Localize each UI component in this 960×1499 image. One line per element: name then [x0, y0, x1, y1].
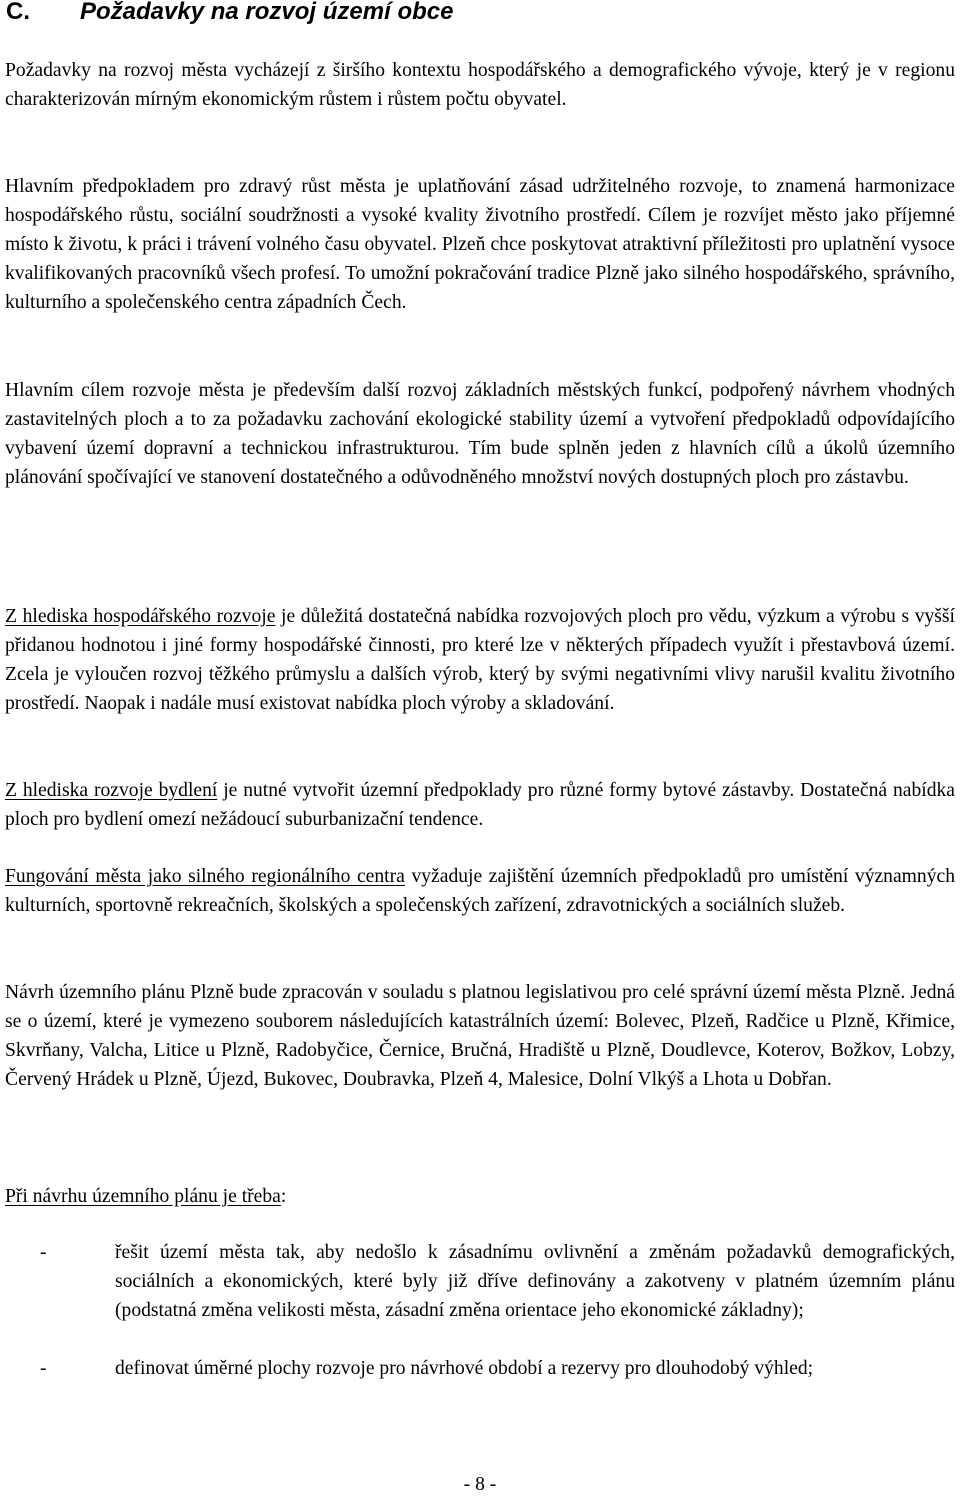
- housing-development-text: je nutné vytvořit územní předpoklady pro různé formy bytové zástavby. Dostatečná nabídka ploch pro bydlení omezí nežádoucí suburbanizační tendence.: [5, 780, 955, 830]
- housing-development-lead: Z hlediska rozvoje bydlení: [5, 780, 218, 801]
- paragraph-housing-development: [5, 776, 955, 834]
- list-item-text: definovat úměrné plochy rozvoje pro návrhové období a rezervy pro dlouhodobý výhled;: [115, 1358, 814, 1379]
- regional-centre-text: vyžaduje zajištění územních předpokladů pro umístění významných kulturních, sportovně rekreačních, školských a společenských zařízení, zdravotnických a sociálních služeb.: [5, 866, 956, 916]
- list-dash: -: [40, 1358, 47, 1379]
- paragraph-main-goal: Hlavním cílem rozvoje města je především další rozvoj základních městských funkcí, podpořený návrhem vhodných zastavitelných ploch a to za požadavku zachování ekologické stability území a vytvoření předpokladů odpovídajícího vybavení území dopravní a technickou infrastrukturou. Tím bude splněn jeden z hlavních cílů a úkolů územního plánování spočívající ve stanovení dostatečného a odůvodněného množství nových dostupných ploch pro zástavbu.: [5, 380, 955, 488]
- list-dash: -: [40, 1242, 47, 1263]
- section-number: C.: [6, 0, 30, 25]
- paragraph-economic-development: [5, 602, 955, 718]
- plan-requirements-colon: :: [280, 1186, 287, 1207]
- paragraph-sustainable-growth: Hlavním předpokladem pro zdravý růst města je uplatňování zásad udržitelného rozvoje, to znamená harmonizace hospodářského růstu, sociální soudržnosti a vysoké kvality životního prostředí. Cílem je rozvíjet město jako příjemné místo k životu, k práci i trávení volného času obyvatel. Plzeň chce poskytovat atraktivní příležitosti pro uplatnění vysoce kvalifikovaných pracovníků všech profesí. To umožní pokračování tradice Plzně jako silného hospodářského, správního, kulturního a společenského centra západních Čech.: [5, 176, 955, 313]
- paragraph-regional-centre: [5, 862, 955, 920]
- section-heading: [6, 0, 453, 26]
- paragraph-plan-requirements: [5, 1182, 955, 1211]
- paragraph-cadastral-areas: Návrh územního plánu Plzně bude zpracován v souladu s platnou legislativou pro celé správní území města Plzně. Jedná se o území, které je vymezeno souborem následujících katastrálních území: Bolevec, Plzeň, Radčice u Plzně, Křimice, Skvrňany, Valcha, Litice u Plzně, Radobyčice, Černice, Bručná, Hradiště u Plzně, Doudlevce, Koterov, Božkov, Lobzy, Červený Hrádek u Plzně, Újezd, Bukovec, Doubravka, Plzeň 4, Malesice, Dolní Vlkýš a Lhota u Dobřan.: [5, 982, 955, 1090]
- economic-development-text: je důležitá dostatečná nabídka rozvojových ploch pro vědu, výzkum a výrobu s vyšší přidanou hodnotou i jiné formy hospodářské činnosti, pro které lze v některých případech využít i přestavbová území. Zcela je vyloučen rozvoj těžkého průmyslu a dalších výrob, který by svými negativními vlivy narušil kvalitu životního prostředí. Naopak i nadále musí existovat nabídka ploch výroby a skladování.: [5, 606, 955, 714]
- list-item-text: řešit území města tak, aby nedošlo k zásadnímu ovlivnění a změnám požadavků demografických, sociálních a ekonomických, které byly již dříve definovány a zakotveny v platném územním plánu (podstatná změna velikosti města, zásadní změna orientace jeho ekonomické základny);: [115, 1242, 955, 1321]
- page-number: - 8 -: [463, 1474, 497, 1495]
- plan-requirements-lead: Při návrhu územního plánu je třeba: [5, 1186, 281, 1207]
- paragraph-intro: Požadavky na rozvoj města vycházejí z širšího kontextu hospodářského a demografického vývoje, který je v regionu charakterizován mírným ekonomickým růstem i růstem počtu obyvatel.: [5, 60, 955, 110]
- economic-development-lead: Z hlediska hospodářského rozvoje: [5, 606, 276, 627]
- section-title: Požadavky na rozvoj území obce: [80, 0, 454, 25]
- regional-centre-lead: Fungování města jako silného regionálního centra: [5, 866, 405, 887]
